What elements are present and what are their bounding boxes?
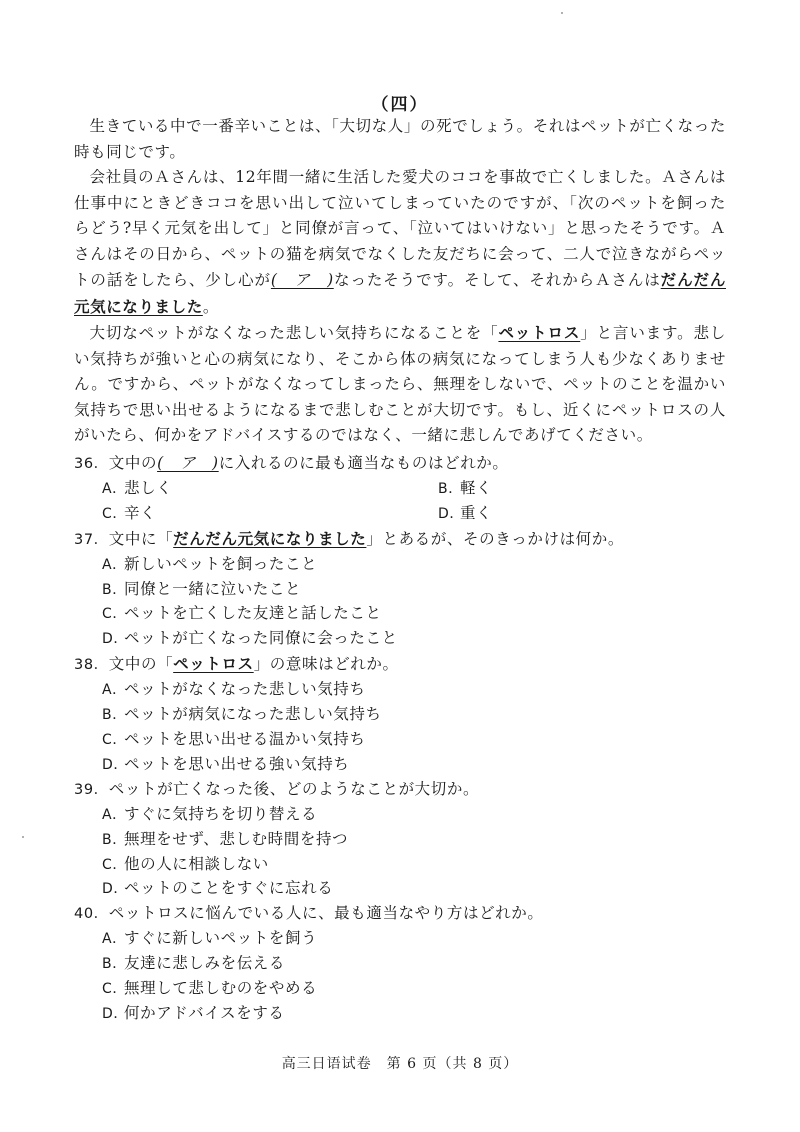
option-letter: B． (102, 831, 127, 848)
option-text: ペットを思い出せる温かい気持ち (124, 729, 366, 748)
stem-text: 文中に「 (108, 529, 174, 548)
question-number: 40． (74, 906, 109, 923)
option-c[interactable] (74, 977, 734, 1002)
question-number: 39． (74, 781, 109, 798)
stem-text: 」の意味はどれか。 (253, 655, 399, 674)
option-letter: A． (102, 806, 127, 823)
option-text: 無理をせず、悲しむ時間を持つ (124, 829, 349, 848)
option-a[interactable] (102, 477, 438, 502)
option-text: 同僚と一緒に泣いたこと (124, 579, 302, 598)
passage-text: 大切なペットがなくなった悲しい気持ちになることを「 (89, 324, 499, 342)
option-d[interactable] (74, 1002, 734, 1027)
option-letter: D． (102, 1005, 128, 1022)
stem-text: 文中の「 (108, 655, 174, 674)
stem-text: ペットロスに悩んでいる人に、最も適当なやり方はどれか。 (108, 904, 544, 923)
option-letter: A． (102, 682, 127, 699)
option-letter: A． (102, 556, 127, 573)
option-text: ペットを亡くした友達と話したこと (124, 604, 382, 623)
underlined-phrase-petloss: ペットロス (498, 323, 581, 342)
option-b[interactable] (438, 477, 734, 502)
question-list (74, 452, 734, 1027)
option-text: 悲しく (124, 478, 173, 497)
option-letter: A． (102, 480, 127, 497)
stem-text: ペットが亡くなった後、どのようなことが大切か。 (108, 779, 480, 798)
underlined-phrase-petloss: ペットロス (173, 654, 254, 674)
option-a[interactable] (74, 678, 734, 703)
option-text: ペットが亡くなった同僚に会ったこと (124, 629, 398, 648)
option-text: ペットがなくなった悲しい気持ち (124, 680, 366, 699)
option-text: ペットを思い出せる強い気持ち (124, 754, 350, 773)
page-footer: 高三日语试卷 第 6 页（共 8 页） (281, 1056, 519, 1072)
option-letter: C． (102, 856, 127, 873)
option-b[interactable] (74, 578, 734, 603)
option-a[interactable] (74, 553, 734, 578)
option-letter: C． (102, 606, 127, 623)
question-36 (74, 452, 734, 527)
option-a[interactable] (74, 803, 734, 828)
option-a[interactable] (74, 927, 734, 952)
option-text: ペットのことをすぐに忘れる (124, 879, 334, 898)
question-stem (74, 652, 734, 678)
option-d[interactable] (74, 877, 734, 902)
stem-text: 」とあるが、そのきっかけは何か。 (366, 529, 624, 548)
option-c[interactable] (102, 502, 438, 527)
option-text: 軽く (460, 478, 493, 497)
option-letter: C． (102, 505, 127, 522)
option-text: 辛く (124, 503, 157, 522)
option-b[interactable] (74, 828, 734, 853)
question-number: 36． (74, 456, 109, 472)
underlined-phrase-genki: だんだん元気になりました (74, 270, 726, 316)
option-text: 友達に悲しみを伝える (124, 954, 286, 973)
question-39 (74, 778, 734, 903)
stem-text: 文中の (108, 454, 158, 472)
option-c[interactable] (74, 602, 734, 627)
option-letter: B． (102, 956, 127, 973)
option-text: すぐに気持ちを切り替える (124, 804, 318, 823)
question-37 (74, 527, 734, 653)
question-number: 37． (74, 531, 109, 548)
option-d[interactable] (74, 627, 734, 652)
scan-speck (22, 836, 24, 838)
question-38 (74, 652, 734, 778)
passage-paragraph-1: 生きている中で一番辛いことは、「大切な人」の死でしょう。それはペットが亡くなった時も同じです。 (74, 117, 726, 161)
question-stem (74, 902, 734, 927)
option-text: 新しいペットを飼ったこと (124, 554, 318, 573)
scan-speck (561, 12, 563, 14)
question-stem (74, 527, 734, 553)
question-stem (74, 452, 734, 477)
underlined-phrase-genki: だんだん元気になりました (173, 528, 367, 548)
option-c[interactable] (74, 853, 734, 878)
option-text: 無理して悲しむのをやめる (124, 979, 318, 998)
option-text: ペットが病気になった悲しい気持ち (124, 705, 382, 724)
question-stem (74, 778, 734, 803)
option-letter: A． (102, 931, 127, 948)
passage-text: 会社員のＡさんは、12年間一緒に生活した愛犬のココを事故で亡くしました。Ａさんは仕事中にときどきココを思い出して泣いてしまっていたのですが、「次のペットを飼ったらどう?早く元気を出して」と同僚が言って、「泣いてはいけない」と思ったそうです。Ａさんはその日から、ペットの猫を病気でなくした友だちに会って、二人で泣きながらペットの話をしたら、少し心が (74, 168, 726, 289)
option-b[interactable] (74, 703, 734, 728)
question-number: 38． (74, 657, 109, 674)
option-b[interactable] (74, 952, 734, 977)
reading-passage (74, 114, 726, 449)
blank-a: ( ア ) (270, 271, 334, 289)
option-letter: D． (102, 631, 128, 648)
option-letter: C． (102, 731, 127, 748)
passage-text: 。 (202, 297, 219, 316)
passage-paragraph-3 (74, 320, 726, 449)
option-letter: D． (102, 756, 128, 773)
option-letter: C． (102, 981, 127, 998)
option-letter: D． (438, 505, 464, 522)
option-letter: B． (102, 581, 127, 598)
passage-text: 」と言います。悲しい気持ちが強いと心の病気になり、そこから体の病気になってしまう人も少なくありません。ですから、ペットがなくなってしまったら、無理をしないで、ペットのことを温かい気持ちで思い出せるようになるまで悲しむことが大切です。もし、近くにペットロスの人がいたら、何かをアドバイスするのではなく、一緒に悲しんであげてください。 (74, 324, 726, 444)
stem-text: に入れるのに最も適当なものはどれか。 (218, 454, 509, 472)
passage-paragraph-2 (74, 165, 726, 320)
option-text: 何かアドバイスをする (124, 1003, 285, 1022)
option-d[interactable] (438, 502, 734, 527)
option-letter: B． (102, 707, 127, 724)
option-text: すぐに新しいペットを飼う (124, 929, 318, 948)
blank-a: ( ア ) (157, 454, 219, 472)
option-letter: D． (102, 881, 128, 898)
option-text: 他の人に相談しない (124, 854, 269, 873)
option-grid (74, 477, 734, 527)
option-d[interactable] (74, 753, 734, 778)
option-letter: B． (438, 480, 463, 497)
section-title: （四） (371, 95, 429, 115)
question-40 (74, 902, 734, 1027)
passage-text: なったそうです。そして、それからＡさんは (333, 271, 661, 289)
option-text: 重く (460, 503, 493, 522)
option-c[interactable] (74, 728, 734, 753)
